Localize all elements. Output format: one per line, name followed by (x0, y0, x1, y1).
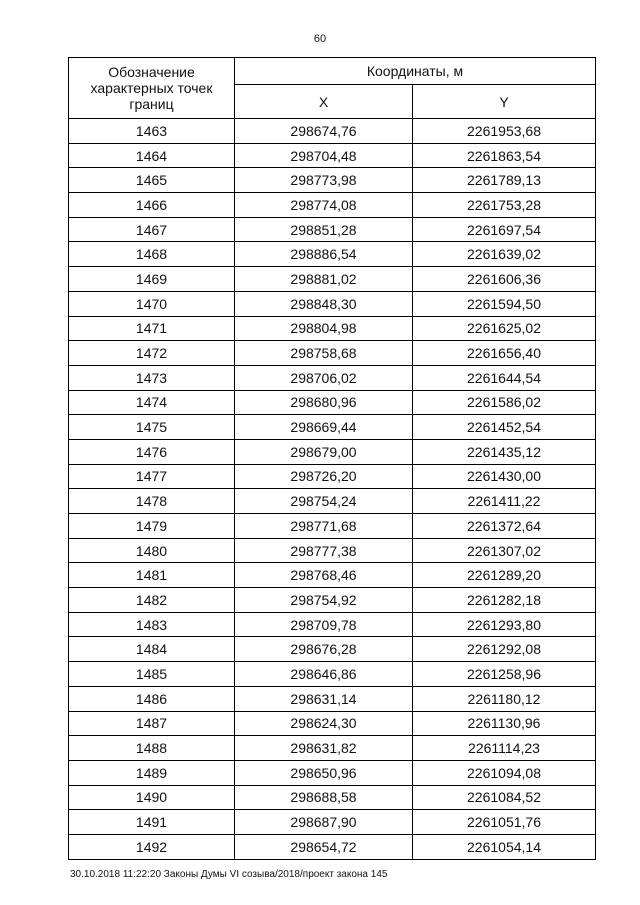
x-coordinate-cell: 298706,02 (235, 365, 413, 390)
y-coordinate-cell: 2261606,36 (413, 267, 596, 292)
point-number-cell: 1478 (69, 489, 235, 514)
point-number-cell: 1466 (69, 193, 235, 218)
point-number-cell: 1490 (69, 785, 235, 810)
y-coordinate-cell: 2261789,13 (413, 168, 596, 193)
x-coordinate-cell: 298688,58 (235, 785, 413, 810)
point-number-cell: 1467 (69, 217, 235, 242)
point-number-cell: 1471 (69, 316, 235, 341)
y-coordinate-cell: 2261586,02 (413, 390, 596, 415)
point-number-cell: 1469 (69, 267, 235, 292)
y-coordinate-cell: 2261293,80 (413, 612, 596, 637)
x-coordinate-cell: 298676,28 (235, 637, 413, 662)
y-coordinate-cell: 2261282,18 (413, 588, 596, 613)
x-coordinate-cell: 298674,76 (235, 119, 413, 144)
x-coordinate-cell: 298777,38 (235, 538, 413, 563)
point-number-cell: 1463 (69, 119, 235, 144)
table-row (69, 538, 596, 563)
x-coordinate-cell: 298631,14 (235, 686, 413, 711)
y-coordinate-cell: 2261697,54 (413, 217, 596, 242)
y-coordinate-cell: 2261430,00 (413, 464, 596, 489)
x-coordinate-cell: 298804,98 (235, 316, 413, 341)
point-number-cell: 1480 (69, 538, 235, 563)
y-coordinate-cell: 2261953,68 (413, 119, 596, 144)
x-coordinate-cell: 298709,78 (235, 612, 413, 637)
x-coordinate-cell: 298771,68 (235, 514, 413, 539)
y-coordinate-cell: 2261258,96 (413, 662, 596, 687)
table-row (69, 341, 596, 366)
point-number-cell: 1479 (69, 514, 235, 539)
y-coordinate-cell: 2261114,23 (413, 736, 596, 761)
point-number-cell: 1472 (69, 341, 235, 366)
x-coordinate-cell: 298851,28 (235, 217, 413, 242)
y-coordinate-cell: 2261594,50 (413, 291, 596, 316)
point-number-cell: 1464 (69, 143, 235, 168)
point-number-cell: 1492 (69, 834, 235, 859)
y-coordinate-cell: 2261289,20 (413, 563, 596, 588)
point-number-cell: 1470 (69, 291, 235, 316)
x-coordinate-cell: 298646,86 (235, 662, 413, 687)
table-row (69, 785, 596, 810)
table-row (69, 760, 596, 785)
table-row (69, 267, 596, 292)
x-coordinate-cell: 298669,44 (235, 415, 413, 440)
y-coordinate-cell: 2261863,54 (413, 143, 596, 168)
point-number-cell: 1476 (69, 439, 235, 464)
point-number-cell: 1484 (69, 637, 235, 662)
x-coordinate-cell: 298758,68 (235, 341, 413, 366)
x-coordinate-cell: 298654,72 (235, 834, 413, 859)
point-number-cell: 1475 (69, 415, 235, 440)
coordinates-table (68, 57, 596, 860)
table-row (69, 365, 596, 390)
table-row (69, 588, 596, 613)
table-row (69, 637, 596, 662)
x-coordinate-cell: 298687,90 (235, 810, 413, 835)
x-coordinate-cell: 298754,92 (235, 588, 413, 613)
table-row (69, 514, 596, 539)
table-row (69, 291, 596, 316)
y-coordinate-cell: 2261656,40 (413, 341, 596, 366)
x-coordinate-cell: 298848,30 (235, 291, 413, 316)
header-y: Y (413, 85, 596, 119)
table-row (69, 439, 596, 464)
point-number-cell: 1468 (69, 242, 235, 267)
point-number-cell: 1473 (69, 365, 235, 390)
table-row (69, 464, 596, 489)
point-number-cell: 1489 (69, 760, 235, 785)
point-number-cell: 1488 (69, 736, 235, 761)
table-row (69, 193, 596, 218)
table-row (69, 662, 596, 687)
header-coordinates: Координаты, м (235, 58, 596, 85)
point-number-cell: 1485 (69, 662, 235, 687)
y-coordinate-cell: 2261084,52 (413, 785, 596, 810)
x-coordinate-cell: 298704,48 (235, 143, 413, 168)
table-row (69, 143, 596, 168)
x-coordinate-cell: 298773,98 (235, 168, 413, 193)
point-number-cell: 1483 (69, 612, 235, 637)
point-number-cell: 1465 (69, 168, 235, 193)
table-row (69, 119, 596, 144)
y-coordinate-cell: 2261292,08 (413, 637, 596, 662)
header-x: X (235, 85, 413, 119)
table-row (69, 242, 596, 267)
point-number-cell: 1474 (69, 390, 235, 415)
y-coordinate-cell: 2261372,64 (413, 514, 596, 539)
table-row (69, 217, 596, 242)
y-coordinate-cell: 2261054,14 (413, 834, 596, 859)
table-body (69, 119, 596, 860)
table-row (69, 390, 596, 415)
point-number-cell: 1486 (69, 686, 235, 711)
point-number-cell: 1481 (69, 563, 235, 588)
table-row (69, 736, 596, 761)
table-row (69, 711, 596, 736)
x-coordinate-cell: 298631,82 (235, 736, 413, 761)
point-number-cell: 1487 (69, 711, 235, 736)
x-coordinate-cell: 298624,30 (235, 711, 413, 736)
page-number: 60 (313, 33, 327, 45)
y-coordinate-cell: 2261094,08 (413, 760, 596, 785)
x-coordinate-cell: 298679,00 (235, 439, 413, 464)
y-coordinate-cell: 2261452,54 (413, 415, 596, 440)
x-coordinate-cell: 298726,20 (235, 464, 413, 489)
y-coordinate-cell: 2261625,02 (413, 316, 596, 341)
x-coordinate-cell: 298886,54 (235, 242, 413, 267)
x-coordinate-cell: 298680,96 (235, 390, 413, 415)
point-number-cell: 1491 (69, 810, 235, 835)
table-row (69, 563, 596, 588)
y-coordinate-cell: 2261644,54 (413, 365, 596, 390)
y-coordinate-cell: 2261435,12 (413, 439, 596, 464)
point-number-cell: 1482 (69, 588, 235, 613)
x-coordinate-cell: 298774,08 (235, 193, 413, 218)
table-row (69, 612, 596, 637)
y-coordinate-cell: 2261180,12 (413, 686, 596, 711)
x-coordinate-cell: 298768,46 (235, 563, 413, 588)
x-coordinate-cell: 298881,02 (235, 267, 413, 292)
table-row (69, 316, 596, 341)
y-coordinate-cell: 2261639,02 (413, 242, 596, 267)
y-coordinate-cell: 2261307,02 (413, 538, 596, 563)
table-row (69, 489, 596, 514)
table-row (69, 810, 596, 835)
y-coordinate-cell: 2261753,28 (413, 193, 596, 218)
table-row (69, 168, 596, 193)
point-number-cell: 1477 (69, 464, 235, 489)
y-coordinate-cell: 2261411,22 (413, 489, 596, 514)
y-coordinate-cell: 2261130,96 (413, 711, 596, 736)
x-coordinate-cell: 298650,96 (235, 760, 413, 785)
table-row (69, 686, 596, 711)
header-designation: Обозначение характерных точек границ (69, 58, 235, 119)
footer-note: 30.10.2018 11:22:20 Законы Думы VI созыва/2018/проект закона 145 (70, 869, 388, 880)
y-coordinate-cell: 2261051,76 (413, 810, 596, 835)
table-row (69, 415, 596, 440)
x-coordinate-cell: 298754,24 (235, 489, 413, 514)
table-row (69, 834, 596, 859)
